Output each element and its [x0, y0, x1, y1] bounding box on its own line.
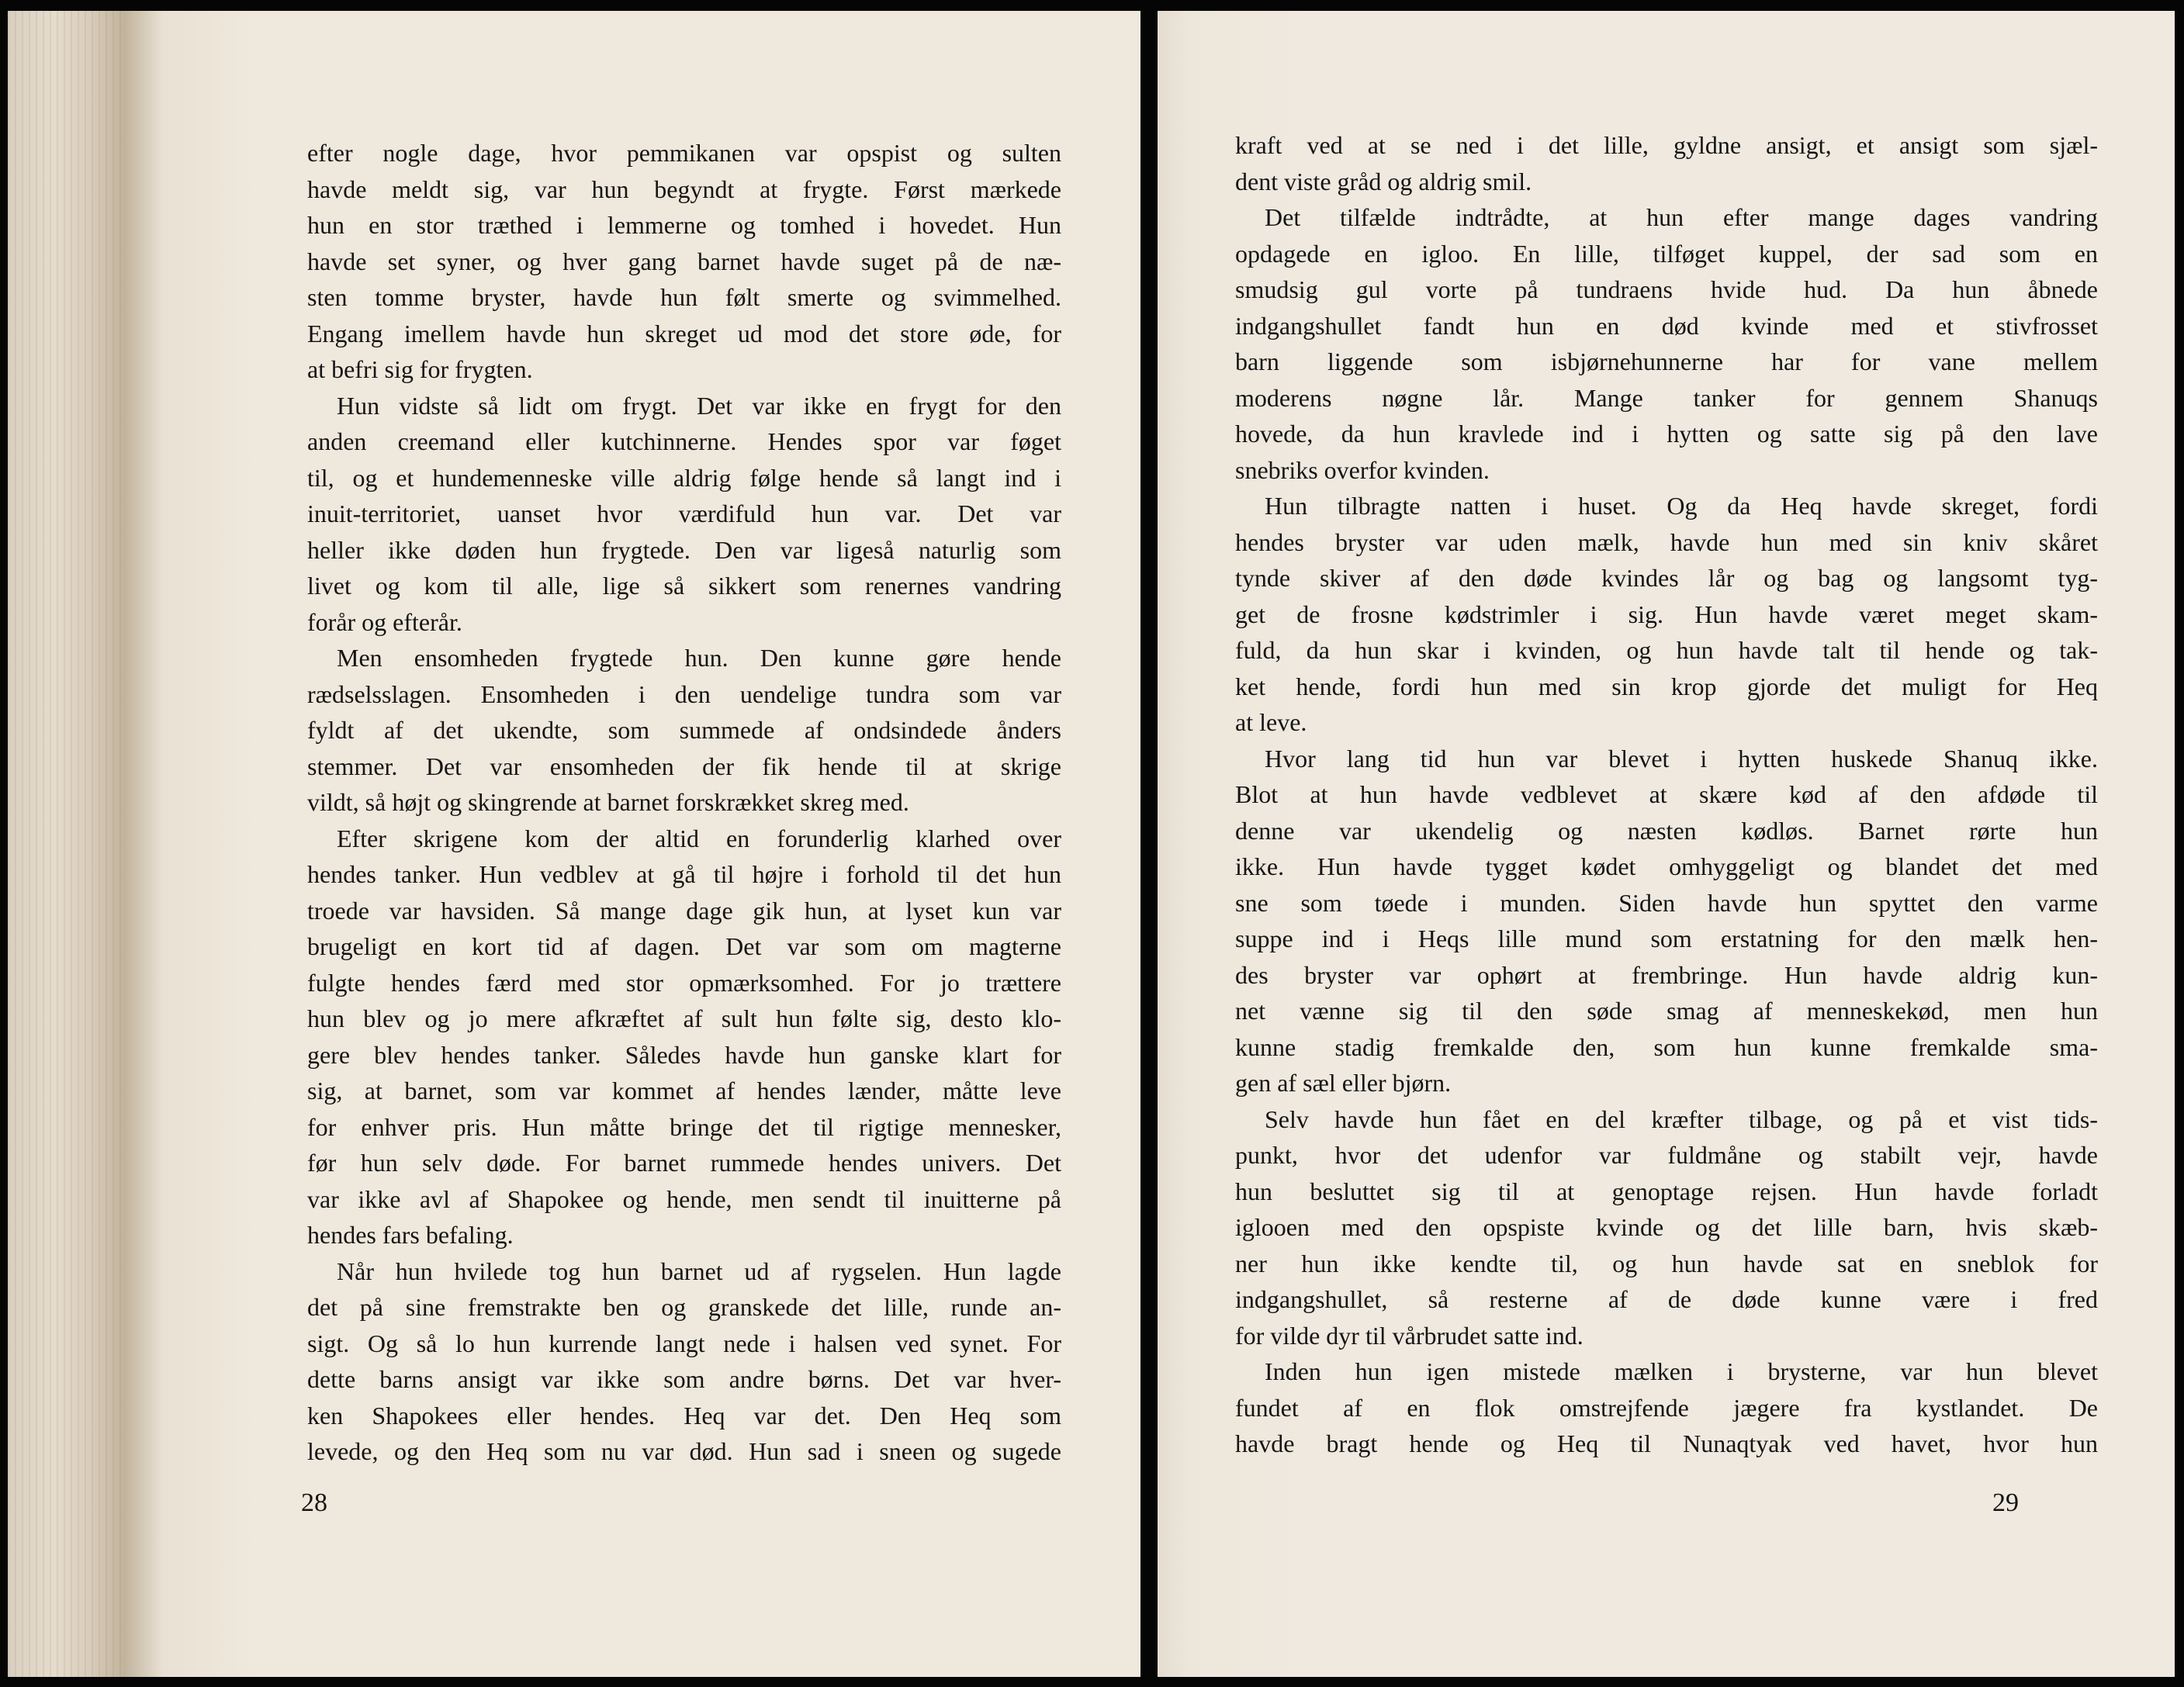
text-line: suppe ind i Heqs lille mund som erstatning for den mælk hen-	[1235, 925, 2098, 952]
text-line: Hun tilbragte natten i huset. Og da Heq havde skreget, fordi	[1265, 492, 2098, 520]
text-line: barn liggende som isbjørnehunnerne har for vane mellem	[1235, 347, 2098, 375]
text-line: denne var ukendelig og næsten kødløs. Barnet rørte hun	[1235, 816, 2098, 845]
text-line: sig, at barnet, som var kommet af hendes lænder, måtte leve	[307, 1077, 1061, 1105]
text-line: hun besluttet sig til at genoptage rejsen. Hun havde forladt	[1235, 1177, 2098, 1205]
text-line: troede var havsiden. Så mange dage gik hun, at lyset kun var	[307, 896, 1061, 925]
text-line: kunne stadig fremkalde den, som hun kunne fremkalde sma-	[1235, 1032, 2098, 1061]
text-line: Blot at hun havde vedblevet at skære kød af den afdøde til	[1235, 780, 2098, 808]
text-line: for enhver pris. Hun måtte bringe det til rigtige mennesker,	[307, 1112, 1061, 1141]
text-line: Når hun hvilede tog hun barnet ud af rygselen. Hun lagde	[337, 1257, 1061, 1285]
text-line: til, og et hundemenneske ville aldrig følge hende så langt ind i	[307, 463, 1061, 492]
text-line: opdagede en igloo. En lille, tilføget kuppel, der sad som en	[1235, 239, 2098, 268]
left-page	[8, 11, 1140, 1677]
text-line: fulgte hendes færd med stor opmærksomhed. For jo trættere	[307, 968, 1061, 997]
text-line: hovede, da hun kravlede ind i hytten og satte sig på den lave	[1235, 420, 2098, 448]
text-line: tynde skiver af den døde kvindes lår og bag og langsomt tyg-	[1235, 564, 2098, 592]
page-edge-stack	[8, 11, 124, 1677]
text-line: ken Shapokees eller hendes. Heq var det. Den Heq som	[307, 1401, 1061, 1429]
text-line: des bryster var ophørt at frembringe. Hun havde aldrig kun-	[1235, 960, 2098, 989]
text-line: det på sine fremstrakte ben og granskede det lille, runde an-	[307, 1293, 1061, 1321]
text-line: smudsig gul vorte på tundraens hvide hud. Da hun åbnede	[1235, 275, 2098, 303]
text-line: sne som tøede i munden. Siden havde hun spyttet den varme	[1235, 888, 2098, 917]
gutter	[1140, 0, 1158, 1687]
text-line: livet og kom til alle, lige så sikkert som renernes vandring	[307, 572, 1061, 600]
text-line: kraft ved at se ned i det lille, gyldne ansigt, et ansigt som sjæl-	[1235, 131, 2098, 159]
text-line: havde bragt hende og Heq til Nunaqtyak ved havet, hvor hun	[1235, 1429, 2098, 1457]
text-line: Det tilfælde indtrådte, at hun efter mange dages vandring	[1265, 203, 2098, 231]
left-page-text	[307, 135, 1061, 1470]
text-line: indgangshullet fandt hun en død kvinde med et stivfrosset	[1235, 311, 2098, 340]
text-line: gere blev hendes tanker. Således havde hun ganske klart for	[307, 1040, 1061, 1069]
text-line: Men ensomheden frygtede hun. Den kunne gøre hende	[337, 644, 1061, 672]
text-line: ket hende, fordi hun med sin krop gjorde det muligt for Heq	[1235, 672, 2098, 700]
text-line: inuit-territoriet, uanset hvor værdifuld hun var. Det var	[307, 500, 1061, 527]
text-line: ikke. Hun havde tygget kødet omhyggeligt og blandet det med	[1235, 852, 2098, 880]
text-line: snebriks overfor kvinden.	[1235, 455, 1490, 484]
text-line: hendes fars befaling.	[307, 1221, 514, 1249]
text-line: anden creemand eller kutchinnerne. Hendes spor var føget	[307, 427, 1061, 455]
text-line: stemmer. Det var ensomheden der fik hende til at skrige	[307, 752, 1061, 780]
text-line: rædselsslagen. Ensomheden i den uendelige tundra som var	[307, 679, 1061, 708]
text-line: Hun vidste så lidt om frygt. Det var ikke en frygt for den	[337, 391, 1061, 420]
text-line: Efter skrigene kom der altid en forunderlig klarhed over	[337, 824, 1061, 852]
text-line: for vilde dyr til vårbrudet satte ind.	[1235, 1321, 1583, 1350]
text-line: Hvor lang tid hun var blevet i hytten huskede Shanuq ikke.	[1265, 744, 2098, 773]
text-line: Engang imellem havde hun skreget ud mod det store øde, for	[307, 319, 1061, 347]
text-line: Selv havde hun fået en del kræfter tilbage, og på et vist tids-	[1265, 1105, 2098, 1133]
text-line: sten tomme bryster, havde hun følt smerte og svimmelhed.	[307, 283, 1061, 311]
text-line: ner hun ikke kendte til, og hun havde sat en sneblok for	[1235, 1249, 2098, 1277]
text-line: fyldt af det ukendte, som summede af ondsindede ånders	[307, 716, 1061, 744]
text-line: før hun selv døde. For barnet rummede hendes univers. Det	[307, 1149, 1061, 1177]
page-number-right: 29	[1992, 1488, 2019, 1517]
text-line: iglooen med den opspiste kvinde og det lille barn, hvis skæb-	[1235, 1213, 2098, 1241]
text-line: net vænne sig til den søde smag af menneskekød, men hun	[1235, 997, 2098, 1025]
text-line: dent viste gråd og aldrig smil.	[1235, 167, 1532, 195]
text-line: dette barns ansigt var ikke som andre børns. Det var hver-	[307, 1365, 1061, 1393]
text-line: Inden hun igen mistede mælken i brysterne, var hun blevet	[1265, 1357, 2098, 1385]
text-line: get de frosne kødstrimler i sig. Hun havde været meget skam-	[1235, 600, 2098, 628]
page-number-left: 28	[301, 1488, 327, 1517]
text-line: vildt, så højt og skingrende at barnet forskrækket skreg med.	[307, 788, 909, 816]
text-line: hun blev og jo mere afkræftet af sult hun følte sig, desto klo-	[307, 1004, 1061, 1032]
text-line: forår og efterår.	[307, 607, 462, 636]
text-line: sigt. Og så lo hun kurrende langt nede i halsen ved synet. For	[307, 1329, 1061, 1357]
text-line: hun en stor træthed i lemmerne og tomhed i hovedet. Hun	[307, 211, 1061, 239]
text-line: hendes bryster var uden mælk, havde hun med sin kniv skåret	[1235, 527, 2098, 556]
text-line: efter nogle dage, hvor pemmikanen var opspist og sulten	[307, 139, 1061, 167]
text-line: moderens nøgne lår. Mange tanker for gennem Shanuqs	[1235, 383, 2098, 412]
text-line: punkt, hvor det udenfor var fuldmåne og stabilt vejr, havde	[1235, 1141, 2098, 1169]
text-line: fundet af en flok omstrejfende jægere fra kystlandet. De	[1235, 1393, 2098, 1422]
text-line: hendes tanker. Hun vedblev at gå til højre i forhold til det hun	[307, 860, 1061, 888]
text-line: fuld, da hun skar i kvinden, og hun havde talt til hende og tak-	[1235, 636, 2098, 664]
right-page-text	[1235, 127, 2098, 1462]
text-line: havde set syner, og hver gang barnet havde suget på de næ-	[307, 247, 1061, 275]
text-line: gen af sæl eller bjørn.	[1235, 1069, 1452, 1097]
text-line: at befri sig for frygten.	[307, 355, 533, 383]
text-line: levede, og den Heq som nu var død. Hun sad i sneen og sugede	[307, 1437, 1061, 1465]
text-line: indgangshullet, så resterne af de døde kunne være i fred	[1235, 1285, 2098, 1313]
right-page	[1158, 11, 2175, 1677]
text-line: havde meldt sig, var hun begyndt at frygte. Først mærkede	[307, 175, 1061, 203]
text-line: var ikke avl af Shapokee og hende, men sendt til inuitterne på	[307, 1184, 1061, 1213]
text-line: at leve.	[1235, 708, 1307, 736]
text-line: brugeligt en kort tid af dagen. Det var som om magterne	[307, 932, 1061, 960]
text-line: heller ikke døden hun frygtede. Den var ligeså naturlig som	[307, 535, 1061, 564]
